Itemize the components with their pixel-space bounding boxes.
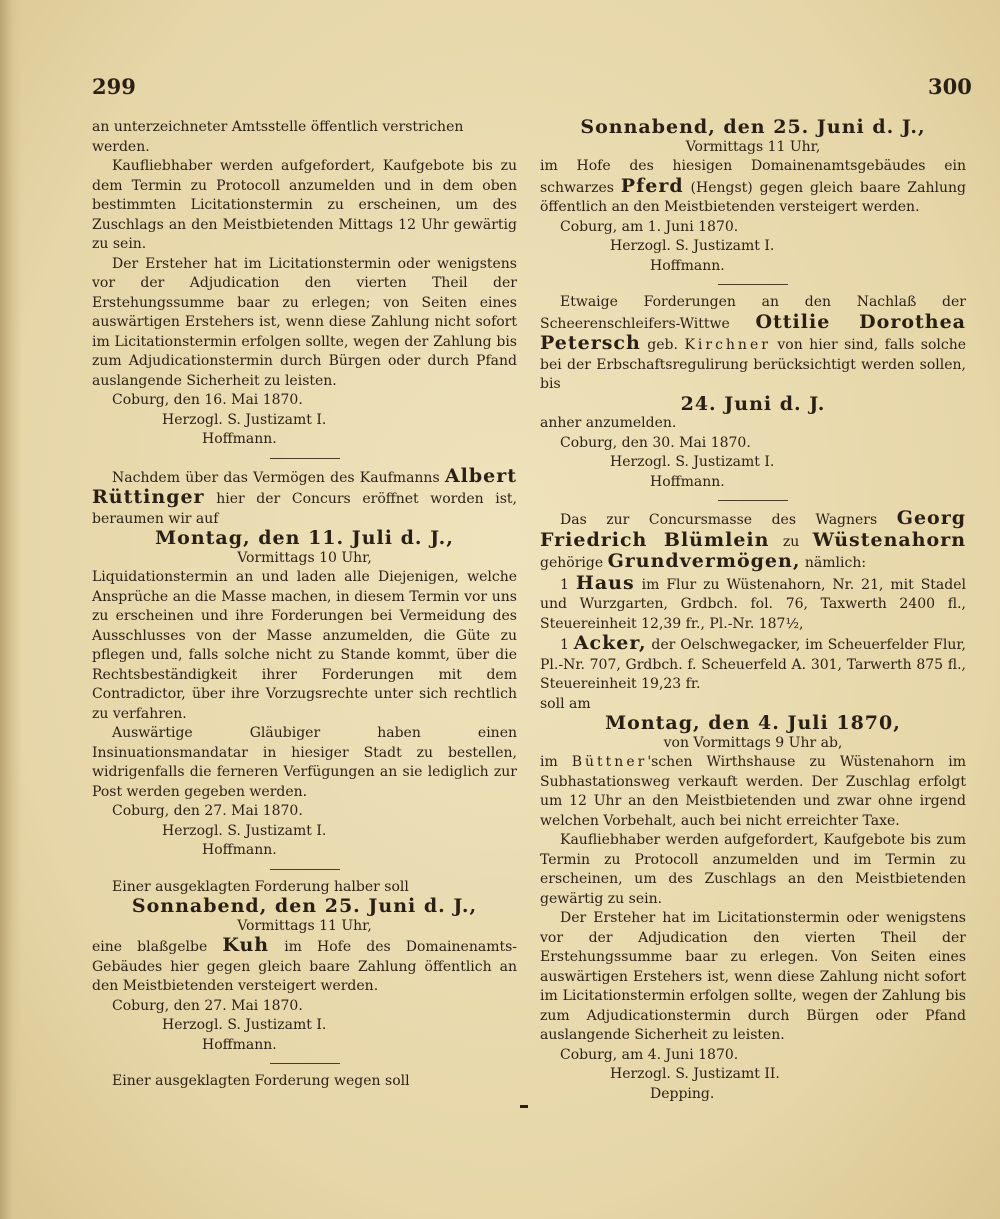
notice-date-heading: Montag, den 11. Juli d. J., xyxy=(155,527,454,549)
right-column xyxy=(540,118,966,1104)
notice-text: gehörige xyxy=(540,555,604,571)
notice-text: hier der Concurs eröffnet worden ist, beraumen wir auf xyxy=(92,491,517,527)
notice-date: Coburg, am 1. Juni 1870. xyxy=(560,218,739,235)
item-count: 1 xyxy=(560,576,569,593)
divider xyxy=(270,869,340,870)
notice-time: Vormittags 11 Uhr, xyxy=(237,917,372,934)
notice-paragraph: Kaufliebhaber werden aufgefordert, Kaufgebote bis zu dem Termin zu Protocoll anzumelden und in dem oben bestimmten Licitationstermin zu erscheinen, um des Zuschlags an den Meistbietenden Mittags 12 Uhr gewärtig zu sein. xyxy=(92,158,517,252)
notice-paragraph xyxy=(540,157,966,218)
item-type: Acker, xyxy=(573,632,647,654)
divider xyxy=(270,1063,340,1064)
notice-text: im xyxy=(540,754,558,770)
notice-paragraph: Einer ausgeklagten Forderung halber soll xyxy=(112,878,409,895)
notice-court: Herzogl. S. Justizamt I. xyxy=(162,411,327,428)
notice-text: zu xyxy=(782,533,800,550)
notice-time: Vormittags 10 Uhr, xyxy=(237,549,372,566)
notice-date: Coburg, den 30. Mai 1870. xyxy=(560,434,751,451)
notice-paragraph xyxy=(540,753,966,831)
notice-date-heading: Montag, den 4. Juli 1870, xyxy=(605,712,901,734)
divider xyxy=(718,500,788,501)
divider xyxy=(270,458,340,459)
notice-estate-petersch xyxy=(540,293,966,492)
notice-paragraph xyxy=(540,509,966,574)
auction-item: Kuh xyxy=(222,934,270,956)
notice-time: Vormittags 11 Uhr, xyxy=(685,138,821,155)
notice-text: geb. xyxy=(647,337,678,353)
notice-text: werden. xyxy=(92,138,150,155)
divider xyxy=(718,284,788,285)
page-gutter xyxy=(0,0,22,1219)
left-column xyxy=(92,118,517,1092)
notice-paragraph xyxy=(92,936,517,997)
notice-signature: Hoffmann. xyxy=(650,257,725,274)
page-number-right: 300 xyxy=(928,74,972,99)
notice-date: Coburg, am 4. Juni 1870. xyxy=(560,1046,739,1063)
notice-concurs-ruettinger xyxy=(92,464,517,861)
notice-text: nämlich: xyxy=(804,555,867,571)
notice-signature: Hoffmann. xyxy=(202,1036,277,1053)
property-label: Grundvermögen, xyxy=(607,550,801,572)
notice-text: Nachdem über das Vermögen des Kaufmanns xyxy=(112,469,440,486)
notice-date-heading: Sonnabend, den 25. Juni d. J., xyxy=(580,116,926,138)
person-name: Georg Friedrich Blümlein xyxy=(540,507,967,551)
notice-paragraph xyxy=(92,464,517,530)
host-name: Büttner xyxy=(571,754,648,770)
property-item xyxy=(540,571,966,635)
person-name: Albert Rüttinger xyxy=(92,464,517,508)
notice-date-heading: Sonnabend, den 25. Juni d. J., xyxy=(131,895,478,917)
notice-text: Etwaige Forderungen an den Nachlaß der Scheerenschleifers-Wittwe xyxy=(540,294,966,332)
notice-signature: Hoffmann. xyxy=(202,842,277,858)
column-mark xyxy=(520,1105,528,1108)
notice-paragraph xyxy=(540,293,966,395)
notice-text: eine blaßgelbe xyxy=(92,939,208,955)
notice-paragraph: Kaufliebhaber werden aufgefordert, Kaufgebote bis zum Termin zu Protocoll anzumelden und im Termin zu erscheinen, um des Zuschlags an den Meistbietenden gewärtig zu sein. xyxy=(540,832,966,907)
notice-deadline: 24. Juni d. J. xyxy=(680,392,826,415)
notice-auction-continued xyxy=(92,118,517,450)
notice-signature: Hoffmann. xyxy=(202,431,277,447)
item-count: 1 xyxy=(560,637,569,653)
notice-court: Herzogl. S. Justizamt I. xyxy=(610,454,775,470)
notice-text: Das zur Concursmasse des Wagners xyxy=(560,512,878,528)
person-maiden-name: Kirchner xyxy=(684,337,771,353)
notice-text: von hier sind, falls solche bei der Erbschaftsregulirung berücksichtigt werden sollen, bis xyxy=(540,337,967,392)
notice-text: im Hofe des Domainenamts-Gebäudes hier gegen gleich baare Zahlung öffentlich an den Meistbietenden versteigert werden. xyxy=(92,939,518,994)
notice-signature: Depping. xyxy=(650,1085,715,1102)
item-type: Haus xyxy=(575,571,635,594)
notice-date: Coburg, den 27. Mai 1870. xyxy=(112,997,303,1014)
place-name: Wüstenahorn xyxy=(812,528,967,551)
person-name: Ottilie Dorothea Petersch xyxy=(540,310,966,354)
notice-text: an unterzeichneter Amtsstelle öffentlich verstrichen xyxy=(92,119,464,135)
notice-text: (Hengst) gegen gleich baare Zahlung öffentlich an den Meistbietenden versteigert werden. xyxy=(540,179,966,215)
notice-text: soll am xyxy=(540,695,591,712)
notice-paragraph: Der Ersteher hat im Licitationstermin oder wenigstens vor der Adjudication den vierten Theil der Erstehungssumme baar zu erlegen. Von Seiten eines auswärtigen Erstehers ist, wenn diese Zahlung nicht sofort im Licitationstermin erfolgen sollte, wegen der Zahlung bis zum Adjudicationstermin durch Bürgen oder Pfand auslangende Sicherheit zu leisten. xyxy=(540,910,966,1043)
notice-text: 'schen Wirthshause zu Wüstenahorn im Subhastationsweg verkauft werden. Der Zuschlag erfolgt um 12 Uhr an den Meistbietenden und zwar ohne irgend welchen Vorbehalt, auch bei nicht erreichter Taxe. xyxy=(540,754,966,829)
property-item xyxy=(540,634,966,695)
notice-text: anher anzumelden. xyxy=(540,415,677,431)
notice-property-bluemlein xyxy=(540,509,966,1104)
page-number-left: 299 xyxy=(92,74,136,99)
notice-auction-horse xyxy=(540,118,966,276)
notice-time: von Vormittags 9 Uhr ab, xyxy=(663,734,843,751)
auction-item: Pferd xyxy=(620,174,684,197)
notice-auction-start xyxy=(92,1072,517,1092)
notice-paragraph: Einer ausgeklagten Forderung wegen soll xyxy=(112,1073,410,1089)
notice-paragraph: Liquidationstermin an und laden alle Diejenigen, welche Ansprüche an die Masse machen, in diesem Termin vor uns zu erscheinen und ihre Forderungen bei Vermeidung des Ausschlusses von der Masse anzumelden, die Güte zu pflegen und, falls solche nicht zu Stande kommt, über die Rechtsbeständigkeit ihrer Forderungen mit dem Contradictor, über ihre Vorzugsrechte unter sich rechtlich zu verfahren. xyxy=(92,569,517,722)
notice-paragraph: Der Ersteher hat im Licitationstermin oder wenigstens vor der Adjudication den vierten Theil der Erstehungssumme baar zu erlegen; von Seiten eines auswärtigen Erstehers ist, wenn diese Zahlung nicht sofort im Licitationstermin erfolgen sollte, wegen der Zahlung bis zum Adjudicationstermin durch Bürgen oder durch Pfand auslangende Sicherheit zu leisten. xyxy=(92,255,517,389)
notice-text: im Hofe des hiesigen Domainenamtsgebäudes ein schwarzes xyxy=(540,158,966,196)
notice-auction-cow xyxy=(92,878,517,1056)
notice-court: Herzogl. S. Justizamt II. xyxy=(610,1066,780,1082)
notice-paragraph: Auswärtige Gläubiger haben einen Insinuationsmandatar in hiesiger Stadt zu bestellen, widrigenfalls die ferneren Verfügungen an sie lediglich zur Post werden gegeben werden. xyxy=(92,725,517,800)
notice-signature: Hoffmann. xyxy=(650,473,725,490)
item-description: der Oelschwegacker, im Scheuerfelder Flur, Pl.-Nr. 707, Grdbch. f. Scheuerfeld A. 301, Tarwerth 875 fl., Steuereinheit 19,23 fr. xyxy=(540,637,966,692)
notice-court: Herzogl. S. Justizamt I. xyxy=(162,1017,327,1033)
notice-date: Coburg, den 16. Mai 1870. xyxy=(112,392,303,408)
notice-court: Herzogl. S. Justizamt I. xyxy=(610,238,775,254)
item-description: im Flur zu Wüstenahorn, Nr. 21, mit Stadel und Wurzgarten, Grdbch. fol. 76, Taxwerth 2400 fl., Steuereinheit 12,39 fr., Pl.-Nr. 187½, xyxy=(540,576,966,632)
notice-date: Coburg, den 27. Mai 1870. xyxy=(112,803,303,819)
notice-court: Herzogl. S. Justizamt I. xyxy=(162,822,327,839)
